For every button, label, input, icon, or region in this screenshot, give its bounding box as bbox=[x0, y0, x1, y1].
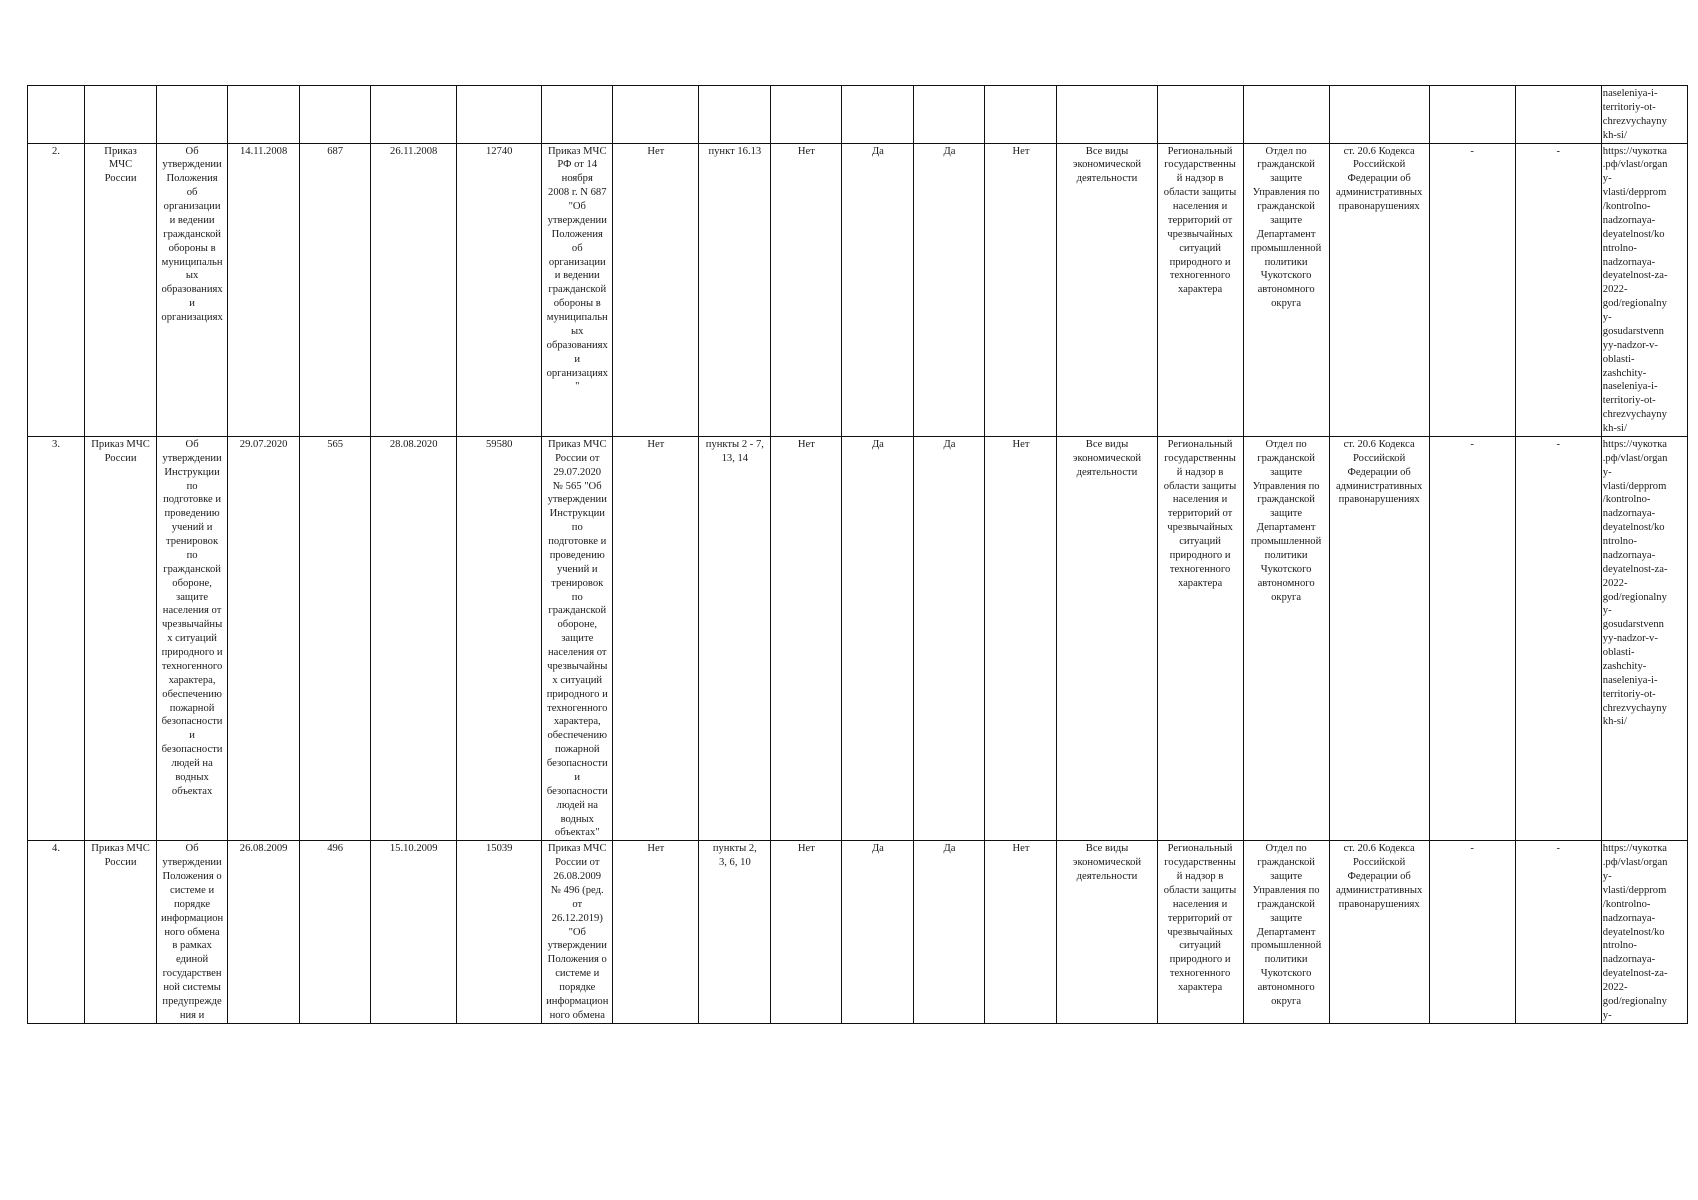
act-number-cell bbox=[300, 86, 371, 144]
control-body-cell: Отдел по гражданской защите Управления по гражданской защите Департамент промышленной политики Чукотского автономного округа bbox=[1243, 143, 1329, 436]
control-type-cell: Региональный государственны й надзор в области защиты населения и территорий от чрезвычайных ситуаций природного и техногенного характера bbox=[1157, 143, 1243, 436]
act-number-cell: 496 bbox=[300, 841, 371, 1023]
liability-cell bbox=[1329, 86, 1429, 144]
act-number-cell: 687 bbox=[300, 143, 371, 436]
changes-cell bbox=[613, 86, 699, 144]
flag-cell-11 bbox=[771, 86, 842, 144]
activity-type-cell: Все виды экономической деятельности bbox=[1057, 436, 1157, 840]
flag-cell-13 bbox=[914, 86, 985, 144]
table-row bbox=[28, 143, 1688, 436]
registration-date-cell: 28.08.2020 bbox=[371, 436, 457, 840]
changes-cell: Нет bbox=[613, 841, 699, 1023]
act-title-cell bbox=[157, 86, 228, 144]
act-number-cell: 565 bbox=[300, 436, 371, 840]
act-type-cell: Приказ МЧС России bbox=[85, 143, 157, 436]
act-date-cell: 26.08.2009 bbox=[228, 841, 300, 1023]
changes-cell: Нет bbox=[613, 143, 699, 436]
liability-cell: ст. 20.6 Кодекса Российской Федерации об административных правонарушениях bbox=[1329, 841, 1429, 1023]
control-type-cell bbox=[1157, 86, 1243, 144]
control-type-cell: Региональный государственны й надзор в области защиты населения и территорий от чрезвычайных ситуаций природного и техногенного характера bbox=[1157, 436, 1243, 840]
structural-units-cell bbox=[699, 86, 771, 144]
link-cell: naseleniya-i- territoriy-ot- chrezvychayny kh-si/ bbox=[1601, 86, 1687, 144]
flag-cell-12 bbox=[842, 86, 914, 144]
structural-units-cell: пункты 2, 3, 6, 10 bbox=[699, 841, 771, 1023]
act-full-name-cell: Приказ МЧС РФ от 14 ноября 2008 г. N 687 "Об утверждении Положения об организации и ведении гражданской обороны в муниципальн ых образованиях и организациях " bbox=[542, 143, 613, 436]
flag-cell-13: Да bbox=[914, 841, 985, 1023]
dash-cell-20: - bbox=[1515, 436, 1601, 840]
dash-cell-19: - bbox=[1429, 841, 1515, 1023]
act-full-name-cell: Приказ МЧС России от 26.08.2009 № 496 (ред. от 26.12.2019) "Об утверждении Положения о системе и порядке информацион ного обмена bbox=[542, 841, 613, 1023]
flag-cell-12: Да bbox=[842, 143, 914, 436]
flag-cell-14 bbox=[985, 86, 1057, 144]
control-body-cell: Отдел по гражданской защите Управления по гражданской защите Департамент промышленной политики Чукотского автономного округа bbox=[1243, 841, 1329, 1023]
flag-cell-14: Нет bbox=[985, 841, 1057, 1023]
flag-cell-12: Да bbox=[842, 436, 914, 840]
link-cell: https://чукотка .рф/vlast/organ y- vlasti/depprom /kontrolno- nadzornaya- deyatelnost/ko ntrolno- nadzornaya- deyatelnost-za- 2022- god/regionalny y- bbox=[1601, 841, 1687, 1023]
act-date-cell bbox=[228, 86, 300, 144]
flag-cell-13: Да bbox=[914, 143, 985, 436]
act-title-cell: Об утверждении Положения о системе и порядке информацион ного обмена в рамках единой государствен ной системы предупрежде ния и bbox=[157, 841, 228, 1023]
dash-cell-20: - bbox=[1515, 143, 1601, 436]
row-number-cell: 2. bbox=[28, 143, 85, 436]
act-title-cell: Об утверждении Инструкции по подготовке и проведению учений и тренировок по гражданской обороне, защите населения от чрезвычайны х ситуаций природного и техногенного характера, обеспечению пожарной безопасности и безопасности людей на водных объектах bbox=[157, 436, 228, 840]
act-type-cell: Приказ МЧС России bbox=[85, 841, 157, 1023]
dash-cell-19: - bbox=[1429, 436, 1515, 840]
structural-units-cell: пункты 2 - 7, 13, 14 bbox=[699, 436, 771, 840]
registration-number-cell: 59580 bbox=[457, 436, 542, 840]
structural-units-cell: пункт 16.13 bbox=[699, 143, 771, 436]
table-row bbox=[28, 436, 1688, 840]
flag-cell-11: Нет bbox=[771, 841, 842, 1023]
changes-cell: Нет bbox=[613, 436, 699, 840]
row-number-cell: 4. bbox=[28, 841, 85, 1023]
flag-cell-14: Нет bbox=[985, 436, 1057, 840]
registration-number-cell: 15039 bbox=[457, 841, 542, 1023]
table-row bbox=[28, 841, 1688, 1023]
liability-cell: ст. 20.6 Кодекса Российской Федерации об административных правонарушениях bbox=[1329, 143, 1429, 436]
liability-cell: ст. 20.6 Кодекса Российской Федерации об административных правонарушениях bbox=[1329, 436, 1429, 840]
dash-cell-19 bbox=[1429, 86, 1515, 144]
activity-type-cell: Все виды экономической деятельности bbox=[1057, 143, 1157, 436]
flag-cell-11: Нет bbox=[771, 436, 842, 840]
dash-cell-20 bbox=[1515, 86, 1601, 144]
act-title-cell: Об утверждении Положения об организации и ведении гражданской обороны в муниципальн ых образованиях и организациях bbox=[157, 143, 228, 436]
flag-cell-11: Нет bbox=[771, 143, 842, 436]
flag-cell-12: Да bbox=[842, 841, 914, 1023]
table-row bbox=[28, 86, 1688, 144]
dash-cell-19: - bbox=[1429, 143, 1515, 436]
act-full-name-cell: Приказ МЧС России от 29.07.2020 № 565 "Об утверждении Инструкции по подготовке и проведению учений и тренировок по гражданской обороне, защите населения от чрезвычайны х ситуаций природного и техногенного характера, обеспечению пожарной безопасности и безопасности людей на водных объектах" bbox=[542, 436, 613, 840]
flag-cell-14: Нет bbox=[985, 143, 1057, 436]
act-date-cell: 14.11.2008 bbox=[228, 143, 300, 436]
requirements-table bbox=[27, 85, 1688, 1024]
act-type-cell: Приказ МЧС России bbox=[85, 436, 157, 840]
registration-date-cell: 15.10.2009 bbox=[371, 841, 457, 1023]
registration-date-cell: 26.11.2008 bbox=[371, 143, 457, 436]
activity-type-cell bbox=[1057, 86, 1157, 144]
control-body-cell: Отдел по гражданской защите Управления по гражданской защите Департамент промышленной политики Чукотского автономного округа bbox=[1243, 436, 1329, 840]
control-body-cell bbox=[1243, 86, 1329, 144]
dash-cell-20: - bbox=[1515, 841, 1601, 1023]
registration-date-cell bbox=[371, 86, 457, 144]
link-cell: https://чукотка .рф/vlast/organ y- vlasti/depprom /kontrolno- nadzornaya- deyatelnost/ko ntrolno- nadzornaya- deyatelnost-za- 2022- god/regionalny y- gosudarstvenn yy-nadzor-v- oblasti- zashchity- naseleniya-i- territoriy-ot- chrezvychayny kh-si/ bbox=[1601, 143, 1687, 436]
row-number-cell bbox=[28, 86, 85, 144]
act-date-cell: 29.07.2020 bbox=[228, 436, 300, 840]
act-full-name-cell bbox=[542, 86, 613, 144]
flag-cell-13: Да bbox=[914, 436, 985, 840]
control-type-cell: Региональный государственны й надзор в области защиты населения и территорий от чрезвычайных ситуаций природного и техногенного характера bbox=[1157, 841, 1243, 1023]
registration-number-cell: 12740 bbox=[457, 143, 542, 436]
registration-number-cell bbox=[457, 86, 542, 144]
act-type-cell bbox=[85, 86, 157, 144]
link-cell: https://чукотка .рф/vlast/organ y- vlasti/depprom /kontrolno- nadzornaya- deyatelnost/ko ntrolno- nadzornaya- deyatelnost-za- 2022- god/regionalny y- gosudarstvenn yy-nadzor-v- oblasti- zashchity- naseleniya-i- territoriy-ot- chrezvychayny kh-si/ bbox=[1601, 436, 1687, 840]
activity-type-cell: Все виды экономической деятельности bbox=[1057, 841, 1157, 1023]
row-number-cell: 3. bbox=[28, 436, 85, 840]
